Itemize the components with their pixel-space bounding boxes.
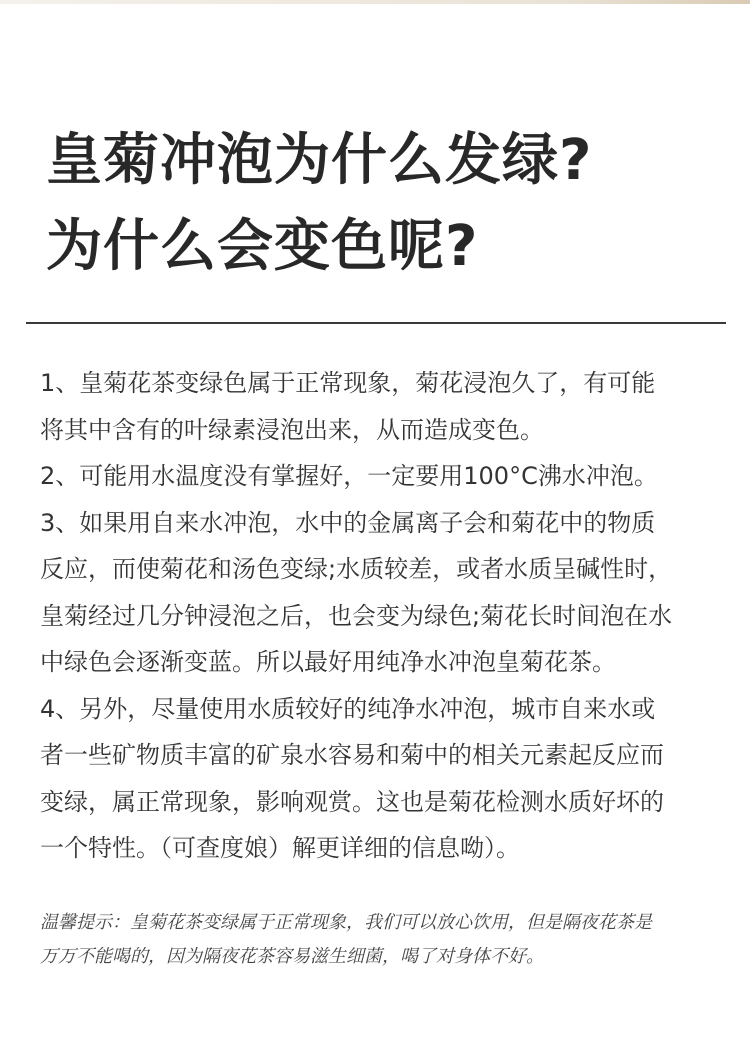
warm-tip [40, 906, 720, 974]
body-line: 皇菊经过几分钟浸泡之后，也会变为绿色;菊花长时间泡在水 [40, 601, 673, 630]
body-line: 1、皇菊花茶变绿色属于正常现象，菊花浸泡久了，有可能 [40, 369, 656, 397]
title-line-1: 皇菊冲泡为什么发绿? [46, 128, 593, 193]
body-line: 将其中含有的叶绿素浸泡出来，从而造成变色。 [40, 415, 544, 444]
body-line: 一个特性。（可查度娘）解更详细的信息呦）。 [40, 834, 520, 862]
title-divider [26, 322, 726, 324]
body-line: 变绿，属正常现象，影响观赏。这也是菊花检测水质好坏的 [40, 787, 664, 816]
tip-line-1: 温馨提示：皇菊花茶变绿属于正常现象，我们可以放心饮用，但是隔夜花茶是 [40, 912, 652, 933]
article-title [46, 118, 726, 290]
top-image-strip [0, 0, 750, 4]
body-line: 反应，而使菊花和汤色变绿;水质较差，或者水质呈碱性时， [40, 555, 673, 583]
title-line-2: 为什么会变色呢? [46, 214, 479, 279]
body-line: 4、另外，尽量使用水质较好的纯净水冲泡，城市自来水或 [40, 694, 656, 723]
tip-line-2: 万万不能喝的，因为隔夜花茶容易滋生细菌，喝了对身体不好。 [40, 946, 544, 967]
body-line: 3、如果用自来水冲泡，水中的金属离子会和菊花中的物质 [40, 508, 656, 537]
body-line: 者一些矿物质丰富的矿泉水容易和菊中的相关元素起反应而 [40, 741, 664, 769]
article-body [40, 360, 720, 872]
body-line: 2、可能用水温度没有掌握好，一定要用100°C沸水冲泡。 [40, 462, 658, 490]
body-line: 中绿色会逐渐变蓝。所以最好用纯净水冲泡皇菊花茶。 [40, 648, 616, 676]
